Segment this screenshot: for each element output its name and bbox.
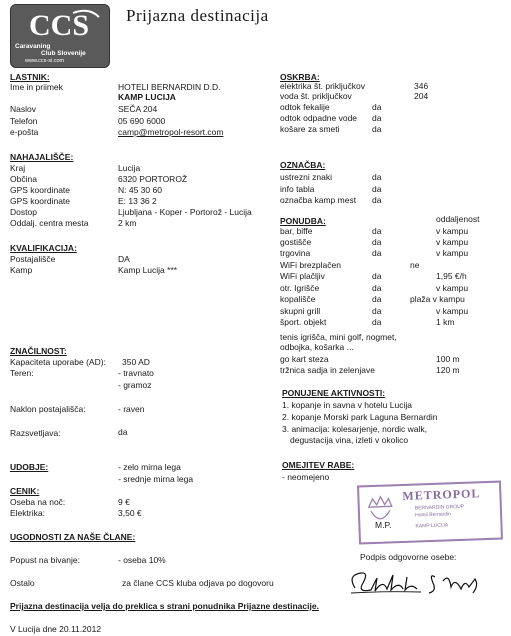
ponudba-dist-header: oddaljenost (436, 214, 480, 224)
aktivnost-3: 3. animacija: kolesarjenje, nordic walk, (282, 424, 428, 434)
dostop-label: Dostop (10, 207, 37, 217)
cenik-header: CENIK: (10, 486, 40, 496)
phone-value: 05 690 6000 (118, 116, 166, 126)
razsvetljava-value: da (118, 427, 128, 437)
lastnik-header: LASTNIK: (10, 72, 50, 82)
udobje-value-1: - zelo mirna lega (118, 462, 181, 472)
sport-list-2: odbojka, košarka ... (280, 342, 354, 352)
ponudba-item-label: trgovina (280, 248, 311, 258)
ponudba-item-label: gostišče (280, 237, 312, 247)
obcina-label: Občina (10, 174, 37, 184)
price-electricity-value: 3,50 € (118, 508, 142, 518)
oznacba-mest-value: da (372, 195, 382, 205)
oskrba-voda-label: odtok odpadne vode (280, 113, 358, 123)
oznacba-tabla-value: da (372, 184, 382, 194)
aktivnost-1: 1. kopanje in savna v hotelu Lucija (282, 400, 412, 410)
price-electricity-label: Elektrika: (10, 508, 45, 518)
gps-n-label: GPS koordinate (10, 185, 71, 195)
teren-value-1: - travnato (118, 368, 154, 378)
camp-name-value: KAMP LUCIJA (118, 92, 176, 102)
price-person-value: 9 € (118, 497, 130, 507)
znacilnost-header: ZNAČILNOST: (10, 346, 67, 356)
omejitev-value: - neomejeno (282, 472, 330, 482)
ponudba-item-label: otr. Igrišče (280, 283, 320, 293)
nahajalisce-header: NAHAJALIŠČE: (10, 152, 74, 162)
metropol-stamp (357, 481, 503, 545)
ostalo-label: Ostalo (10, 578, 35, 588)
ugodnosti-header: UGODNOSTI ZA NAŠE ČLANE: (10, 532, 136, 542)
oskrba-electricity-value: 346 (414, 81, 429, 91)
stamp-line1: BERNARDIN GROUP (414, 503, 465, 512)
ponudba-item-value: da (372, 237, 382, 247)
ponudba-item-distance: v kampu (436, 306, 469, 316)
owner-name-label: Ime in priimek (10, 82, 63, 92)
ponudba-item-value: da (372, 294, 382, 304)
oznacba-mest-label: označba kamp mest (280, 195, 357, 205)
distance-value: 2 km (118, 218, 137, 228)
ponudba-header: PONUDBA: (280, 216, 326, 226)
ponudba-item-distance: 1 km (436, 317, 455, 327)
ponudba-item-distance: v kampu (436, 226, 469, 236)
ponudba-item-distance: plaža v kampu (410, 294, 465, 304)
distance-label: Oddalj. centra mesta (10, 218, 89, 228)
ponudba-item-distance: 1,95 €/h (436, 271, 467, 281)
ponudba-item-value: da (372, 271, 382, 281)
ponudba-item-distance: v kampu (436, 237, 469, 247)
teren-value-2: - gramoz (118, 380, 152, 390)
signature (345, 563, 495, 603)
logo-url: www.ccs-si.com (25, 58, 65, 64)
owner-name-value: HOTELI BERNARDIN D.D. (118, 82, 221, 92)
oskrba-water-label: voda št. priključkov (280, 91, 352, 101)
price-person-label: Oseba na noč: (10, 497, 66, 507)
ponudba-item-label: bar, biffe (280, 226, 313, 236)
trznica-label: tržnica sadja in zelenjave (280, 365, 375, 375)
oznacba-header: OZNAČBA: (280, 160, 326, 170)
gps-e-label: GPS koordinate (10, 196, 71, 206)
footer-note: Prijazna destinacija velja do preklica s strani ponudnika Prijazne destinacije. (10, 601, 319, 611)
teren-label: Teren: (10, 368, 34, 378)
oznacba-znaki-label: ustrezni znaki (280, 172, 332, 182)
address-label: Naslov (10, 104, 36, 114)
email-link[interactable]: camp@metropol-resort.com (118, 127, 224, 137)
udobje-value-2: - srednje mirna lega (118, 474, 194, 484)
ponudba-item-distance: v kampu (436, 283, 469, 293)
postajalisce-value: DA (118, 254, 130, 264)
kraj-value: Lucija (118, 163, 141, 173)
aktivnost-2: 2. kopanje Morski park Laguna Bernardin (282, 412, 438, 422)
stamp-line2: Hoteli Bernardin (414, 511, 452, 519)
svg-text:CCS: CCS (29, 9, 90, 42)
sport-list-1: tenis igrišča, mini golf, nogmet, (280, 332, 397, 342)
ponudba-item-label: WiFi brezplačen (280, 260, 341, 270)
postajalisce-label: Postajališče (10, 254, 56, 264)
omejitev-header: OMEJITEV RABE: (282, 460, 355, 470)
kamp-label: Kamp (10, 265, 33, 275)
aktivnosti-header: PONUJENE AKTIVNOSTI: (282, 388, 386, 398)
ponudba-item-value: da (372, 283, 382, 293)
oskrba-water-value: 204 (414, 91, 429, 101)
razsvetljava-label: Razsvetljava: (10, 428, 61, 438)
oskrba-voda-value: da (372, 113, 382, 123)
stamp-name: METROPOL (402, 486, 481, 503)
podpis-label: Podpis odgovorne osebe: (360, 552, 457, 562)
page-title: Prijazna destinacija (126, 6, 269, 25)
popust-value: - oseba 10% (118, 555, 166, 565)
gokart-label: go kart steza (280, 354, 329, 364)
mp-label: M.P. (375, 520, 392, 530)
udobje-header: UDOBJE: (10, 462, 49, 472)
kvalifikacija-header: KVALIFIKACIJA: (10, 243, 77, 253)
dostop-value: Ljubljana - Koper - Portorož - Lucija (118, 207, 252, 217)
oskrba-smeti-label: košare za smeti (280, 124, 340, 134)
ponudba-item-label: skupni grill (280, 306, 321, 316)
ponudba-item-value: ne (410, 260, 420, 270)
stamp-line3: KAMP LUCIJA (415, 522, 449, 530)
logo-line2: Club Slovenije (41, 50, 86, 57)
gps-n-value: N: 45 30 60 (118, 185, 162, 195)
ponudba-item-value: da (372, 306, 382, 316)
ostalo-value: za člane CCS kluba odjava po dogovoru (122, 578, 274, 588)
ponudba-item-label: kopališče (280, 294, 316, 304)
trznica-dist: 120 m (436, 365, 460, 375)
obcina-value: 6320 PORTOROŽ (118, 174, 188, 184)
oskrba-smeti-value: da (372, 124, 382, 134)
oskrba-header: OSKRBA: (280, 72, 320, 82)
ponudba-item-distance: v kampu (436, 248, 469, 258)
ponudba-item-value: da (372, 226, 382, 236)
address-value: SEČA 204 (118, 104, 158, 114)
capacity-value: 350 AD (122, 357, 150, 367)
ccs-logo (10, 4, 110, 68)
ccs-emblem-icon (11, 5, 109, 45)
ponudba-item-label: WiFi plačljiv (280, 271, 325, 281)
ponudba-item-value: da (372, 317, 382, 327)
logo-line1: Caravaning (15, 43, 51, 50)
oskrba-electricity-label: elektrika št. priključkov (280, 81, 366, 91)
ponudba-item-label: šport. objekt (280, 317, 327, 327)
email-label: e-pošta (10, 127, 39, 137)
oskrba-fekalije-label: odtok fekalije (280, 102, 330, 112)
naklon-label: Naklon postajališča: (10, 404, 86, 414)
popust-label: Popust na bivanje: (10, 555, 80, 565)
aktivnost-3-cont: degustacija vina, izleti v okolico (290, 435, 409, 445)
date-line: V Lucija dne 20.11.2012 (10, 624, 102, 634)
capacity-label: Kapaciteta uporabe (AD): (10, 357, 106, 367)
kraj-label: Kraj (10, 163, 26, 173)
naklon-value: - raven (118, 404, 145, 414)
oznacba-znaki-value: da (372, 172, 382, 182)
gokart-dist: 100 m (436, 354, 460, 364)
gps-e-value: E: 13 36 2 (118, 196, 157, 206)
kamp-value: Kamp Lucija *** (118, 265, 178, 275)
phone-label: Telefon (10, 116, 38, 126)
ponudba-item-value: da (372, 248, 382, 258)
oskrba-fekalije-value: da (372, 102, 382, 112)
oznacba-tabla-label: info tabla (280, 184, 315, 194)
